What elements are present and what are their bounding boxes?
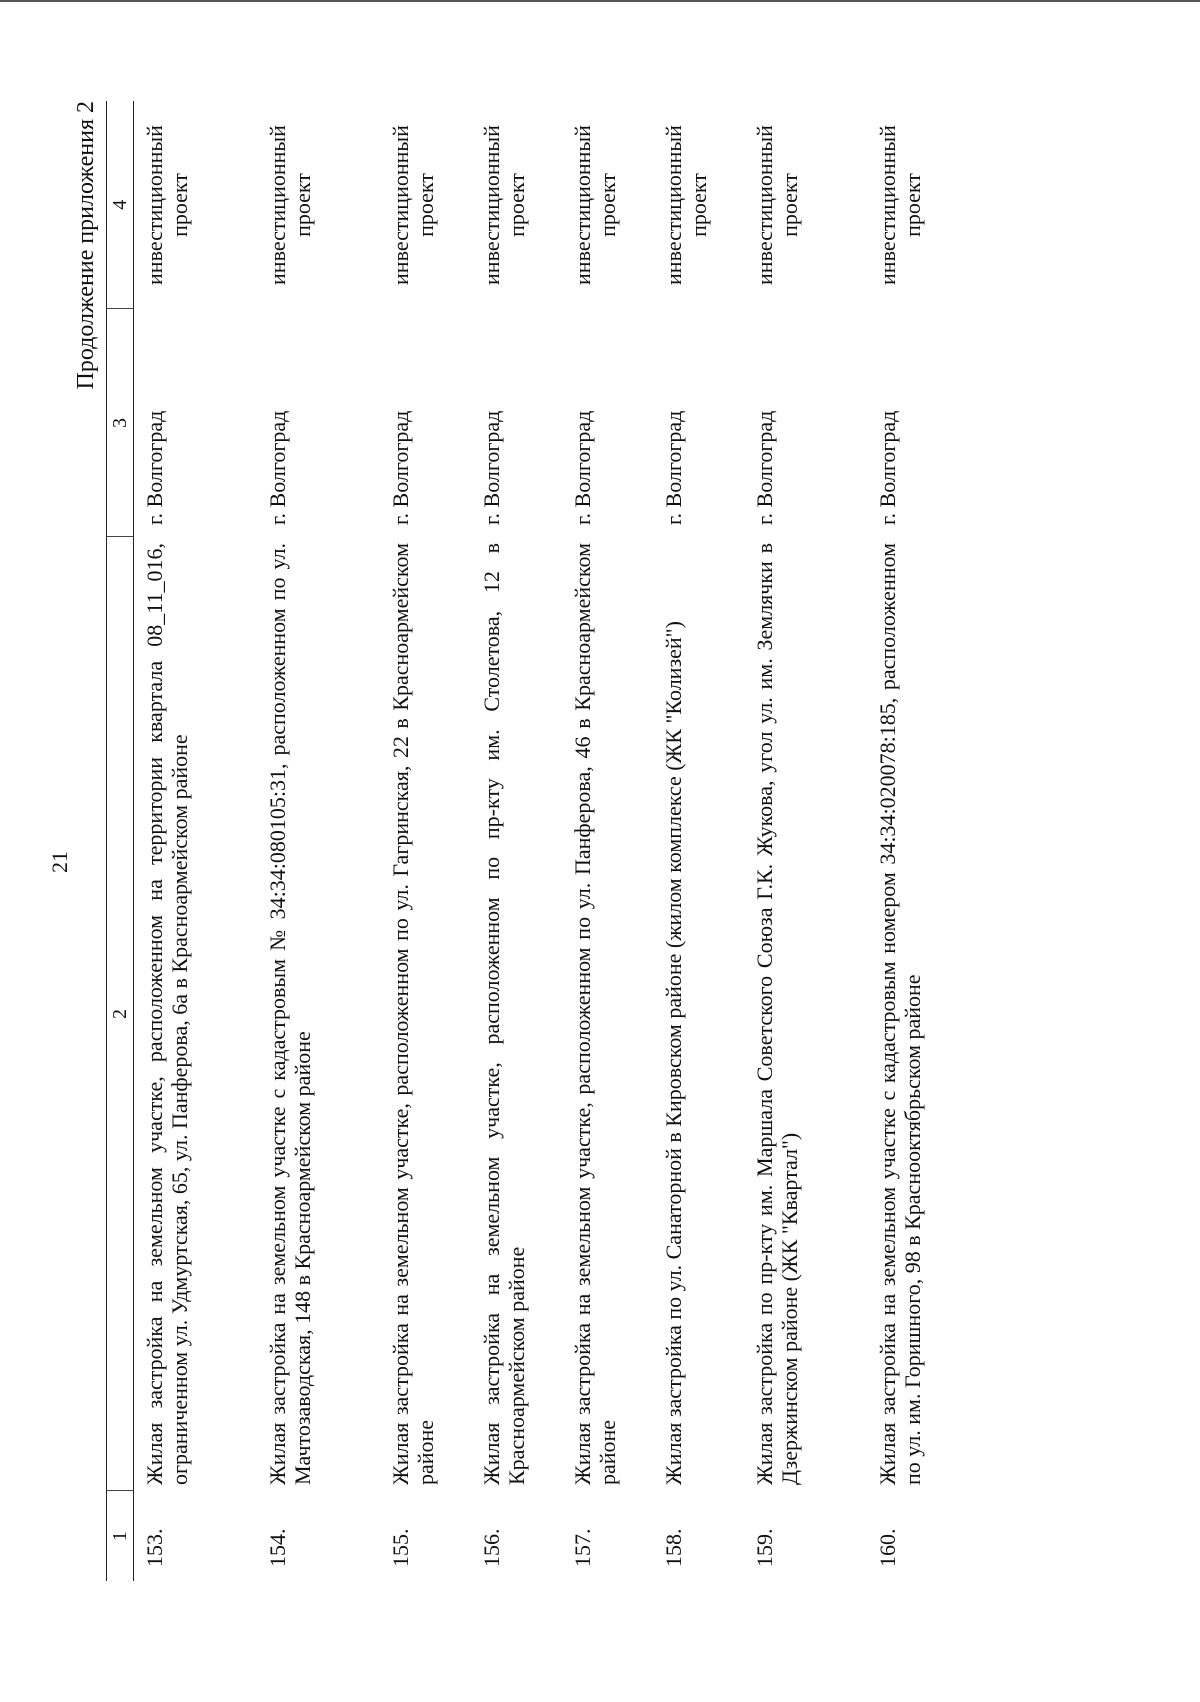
row-type: инвестиционный проект <box>387 125 438 285</box>
row-number: 158. <box>660 1528 686 1567</box>
table-row <box>653 101 744 1581</box>
row-description: Жилая застройка на земельном участке, расположенном на территории квартала 08_11_016, ограниченном ул. Удмуртская, 65, ул. Панферова, 6а в Красноармейском районе <box>142 543 192 1485</box>
row-description: Жилая застройка на земельном участке с кадастровым № 34:34:080105:31, расположенном по ул. Мачтозаводская, 148 в Красноармейском районе <box>264 543 315 1485</box>
table-row <box>134 101 257 1581</box>
row-description: Жилая застройка по ул. Санаторной в Кировском районе (жилом комплексе (ЖК "Колизей") <box>660 621 686 1485</box>
page-number: 21 <box>47 851 72 873</box>
table-row <box>562 101 653 1581</box>
rotated-page-content <box>72 101 1062 1581</box>
continuation-label: Продолжение приложения 2 <box>73 101 99 390</box>
row-city: г. Волгоград <box>874 410 900 525</box>
row-city: г. Волгоград <box>660 410 686 525</box>
row-city: г. Волгоград <box>751 410 777 525</box>
row-city: г. Волгоград <box>142 410 167 525</box>
row-number: 154. <box>264 1528 290 1567</box>
column-number-1: 1 <box>107 1491 134 1581</box>
row-type: инвестиционный проект <box>874 125 925 285</box>
table-row <box>380 101 471 1581</box>
row-description: Жилая застройка на земельном участке с кадастровым номером 34:34:020078:185, расположенном по ул. им. Горишного, 98 в Краснооктябрьском районе <box>874 543 925 1485</box>
table-row <box>257 101 380 1581</box>
row-type: инвестиционный проект <box>569 125 620 285</box>
row-type: инвестиционный проект <box>660 125 711 285</box>
row-description: Жилая застройка на земельном участке, расположенном по пр-кту им. Столетова, 12 в Красноармейском районе <box>478 543 529 1485</box>
row-type: инвестиционный проект <box>751 125 802 285</box>
row-city: г. Волгоград <box>264 410 290 525</box>
table-row <box>471 101 562 1581</box>
row-number: 153. <box>142 1528 167 1567</box>
row-number: 156. <box>478 1528 504 1567</box>
row-city: г. Волгоград <box>478 410 504 525</box>
row-city: г. Волгоград <box>387 410 413 525</box>
row-description: Жилая застройка на земельном участке, расположенном по ул. Панферова, 46 в Красноармейском районе <box>569 543 620 1485</box>
row-number: 155. <box>387 1528 413 1567</box>
table-row <box>867 101 990 1581</box>
row-type: инвестиционный проект <box>264 125 315 285</box>
row-number: 159. <box>751 1528 777 1567</box>
table-row <box>744 101 867 1581</box>
scan-top-border <box>0 0 1200 2</box>
row-description: Жилая застройка на земельном участке, расположенном по ул. Гагринская, 22 в Красноармейском районе <box>387 543 438 1485</box>
row-number: 160. <box>874 1528 900 1567</box>
column-number-4: 4 <box>107 101 134 309</box>
row-type: инвестиционный проект <box>142 125 192 285</box>
row-type: инвестиционный проект <box>478 125 529 285</box>
row-number: 157. <box>569 1528 595 1567</box>
column-number-2: 2 <box>107 537 134 1491</box>
column-number-row <box>107 101 134 1581</box>
row-city: г. Волгоград <box>569 410 595 525</box>
appendix-table <box>106 101 990 1581</box>
row-description: Жилая застройка по пр-кту им. Маршала Советского Союза Г.К. Жукова, угол ул. им. Землячки в Дзержинском районе (ЖК "Квартал") <box>751 543 802 1485</box>
column-number-3: 3 <box>107 309 134 537</box>
